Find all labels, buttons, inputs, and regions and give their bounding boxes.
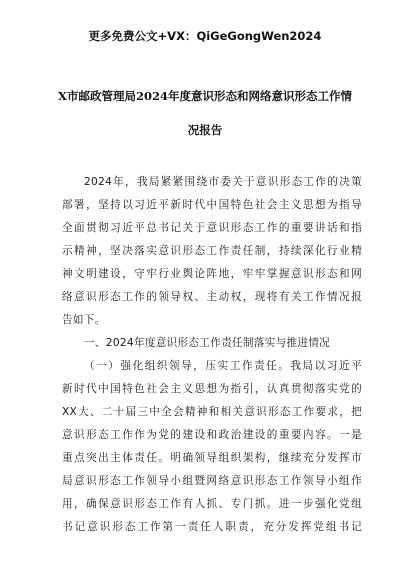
document-title-line-1: X市邮政管理局2024年度意识形态和网络意识形态工作情 — [58, 89, 352, 103]
paragraph-line: 神文明建设，守牢行业舆论阵地，牢牢掌握意识形态和网 — [62, 268, 362, 280]
paragraph-line: 新时代中国特色社会主义思想为指引，认真贯彻落实党的 — [62, 383, 362, 395]
subsection-heading-line: （一）强化组织领导，压实工作责任。我局以习近平 — [84, 360, 362, 372]
paragraph-line: 部署，坚持以习近平新时代中国特色社会主义思想为指导 — [62, 199, 362, 211]
paragraph-line: 意识形态工作作为党的建设和政治建设的重要内容。一是 — [62, 429, 362, 441]
paragraph-line: 用，确保意识形态工作有人抓、专门抓。进一步强化党组 — [62, 498, 362, 510]
paragraph-line: 书记意识形态工作第一责任人职责，充分发挥党组书记 — [62, 521, 362, 533]
paragraph-line: 局意识形态工作领导小组暨网络意识形态工作领导小组作 — [62, 475, 362, 487]
document-title-line-2: 况报告 — [187, 123, 223, 137]
paragraph-line: 全面贯彻习近平总书记关于意识形态工作的重要讲话和指 — [62, 222, 362, 234]
paragraph-line: 示精神，坚决落实意识形态工作责任制，持续深化行业精 — [62, 245, 362, 257]
paragraph-line: XX大、二十届三中全会精神和相关意识形态工作要求，把 — [62, 406, 362, 418]
watermark-header: 更多免费公文+VX：QiGeGongWen2024 — [88, 29, 322, 43]
paragraph-line: 重点突出主体责任。明确领导组织架构，继续充分发挥市 — [62, 452, 362, 464]
section-heading: 一、2024年度意识形态工作责任制落实与推进情况 — [84, 337, 331, 349]
paragraph-line: 2024年，我局紧紧围绕市委关于意识形态工作的决策 — [84, 176, 362, 188]
paragraph-line: 络意识形态工作的领导权、主动权，现将有关工作情况报 — [62, 291, 362, 303]
paragraph-line: 告如下。 — [62, 314, 106, 326]
